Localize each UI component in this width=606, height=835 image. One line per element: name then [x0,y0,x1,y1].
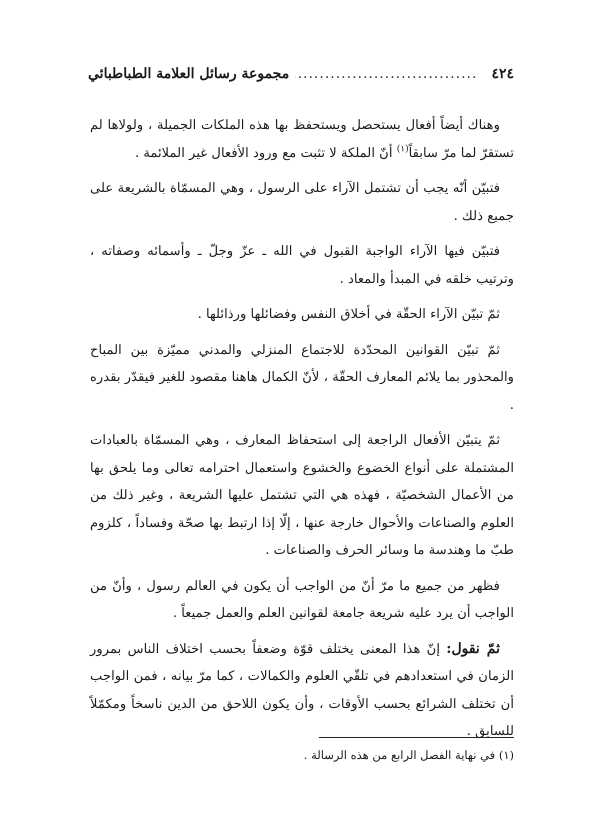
paragraph: فتبيّن فيها الآراء الواجبة القبول في الله ـ عزّ وجلّ ـ وأسمائه وصفاته ، وترتيب خلقه في المبدأ والمعاد . [90,244,514,287]
paragraph: فتبيّن أنّه يجب أن تشتمل الآراء على الرسول ، وهي المسمّاة بالشريعة على جميع ذلك . [90,181,514,224]
running-header [88,62,514,86]
paragraph: ثمّ تبيّن القوانين المحدّدة للاجتماع المنزلي والمدني مميّزة بين المباح والمحذور بما يلائم المعارف الحقّة ، لأنّ الكمال هاهنا مقصود للغير فيقدّر بقدره . [90,342,514,413]
paragraph: ثمّ يتبيّن الأفعال الراجعة إلى استحفاظ المعارف ، وهي المسمّاة بالعبادات المشتملة على أنواع الخضوع والخشوع واستعمال احترامه تعالى وما يلحق بها من الأعمال الشخصيّة ، فهذه هي التي تشتمل عليها الشريعة ، وغير ذلك من العلوم والصناعات والأحوال خارجة عنها ، إلّا إذا ارتبط بها صحّة وفساداً ، كلزوم طبّ ما وهندسة ما وسائر الحرف والصناعات . [90,433,514,558]
main-text [90,112,514,754]
paragraph [90,636,514,746]
footnote-text: في نهاية الفصل الرابع من هذه الرسالة . [303,748,496,762]
footnote-divider [319,737,514,738]
paragraph-text: وهناك أيضاً أفعال يستحصل ويستحفظ بها هذه الملكات الجميلة ، ولولاها لم تستقرّ لما مرّ سابقاً [90,118,514,161]
header-leader-dots [295,66,477,82]
paragraph-text: إنّ هذا المعنى يختلف قوّة وضعفاً بحسب اختلاف الناس بمرور الزمان في استعدادهم في تلقّي العلوم والكمالات ، كما مرّ بيانه ، فمن الواجب أن تختلف الشرائع بحسب الأوقات ، وأن يكون اللاحق من الدين ناسخاً ومكمّلاً للسابق . [90,641,514,739]
paragraph [90,112,514,167]
paragraph: فظهر من جميع ما مرّ أنّ من الواجب أن يكون في العالم رسول ، وأنّ من الواجب أن يرد عليه شريعة جامعة لقوانين العلم والعمل جميعاً . [90,578,514,621]
paragraph: ثمّ تبيّن الآراء الحقّة في أخلاق النفس وفضائلها ورذائلها . [197,307,500,322]
footnote [90,745,514,765]
footnote-ref[interactable]: (١) [396,144,409,155]
paragraph-lead: ثمّ نقول: [446,640,500,657]
paragraph-text: أنّ الملكة لا تثبت مع ورود الأفعال غير الملائمة . [134,145,393,161]
footnote-marker: (١) [498,748,514,762]
book-title: مجموعة رسائل العلامة الطباطبائي [88,66,290,82]
page-number: ٤٢٤ [491,66,514,82]
